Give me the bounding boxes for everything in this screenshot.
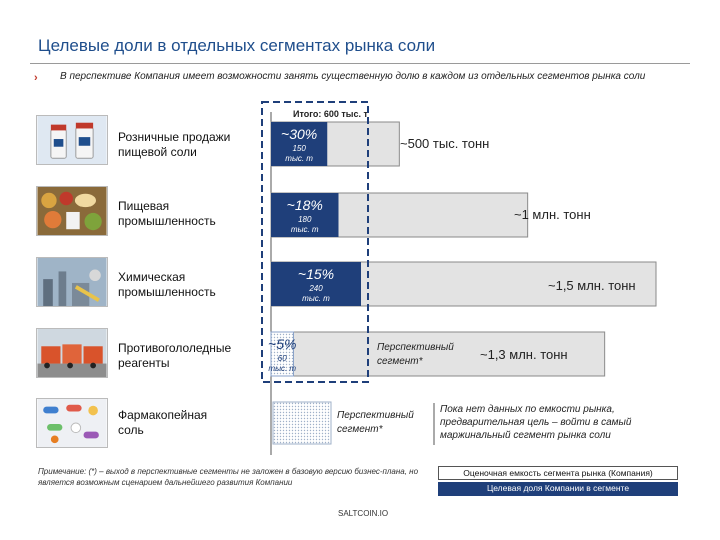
segment-label-line: промышленность [118, 285, 216, 299]
target-unit-label: тыс. т [302, 294, 330, 303]
total-label: Итого: 600 тыс. т [293, 109, 368, 119]
page-title: Целевые доли в отдельных сегментах рынка соли [38, 36, 436, 55]
target-unit-label: тыс. т [268, 364, 297, 373]
capacity-label: ~500 тыс. тонн [400, 136, 490, 151]
source-label: SALTCOIN.IO [338, 509, 389, 518]
prospective-label-line: Перспективный [377, 342, 454, 353]
target-value-label: 60 [277, 354, 287, 363]
prospective-label-line: сегмент* [377, 356, 423, 367]
footnote: Примечание: (*) – выход в перспективные сегменты не заложен в базовую версию бизнес-плана, но является возможным сценарием дальнейшего развития Компании [38, 467, 419, 487]
target-value-label: 240 [309, 284, 323, 293]
prospective-label-line: Перспективный [337, 410, 414, 421]
share-label: ~30% [281, 126, 318, 142]
segment-label-line: Химическая [118, 270, 186, 284]
target-value-label: 150 [292, 144, 306, 153]
pharma-note-line: предварительная цель – войти в самый [440, 417, 632, 428]
share-label: ~18% [286, 197, 323, 213]
target-unit-label: тыс. т [290, 225, 319, 234]
capacity-label: ~1,5 млн. тонн [548, 278, 636, 293]
segment-label-line: реагенты [118, 356, 170, 370]
segment-label-line: соль [118, 423, 144, 437]
pharma-note-line: маржинальный сегмент рынка соли [440, 430, 611, 441]
segment-label-line: промышленность [118, 214, 216, 228]
capacity-label: ~1,3 млн. тонн [480, 347, 568, 362]
segment-label-line: Фармакопейная [118, 408, 208, 422]
target-value-label: 180 [298, 215, 312, 224]
share-label: ~5% [268, 336, 297, 352]
capacity-label: ~1 млн. тонн [514, 207, 591, 222]
prospective-label-line: сегмент* [337, 424, 383, 435]
legend-target: Целевая доля Компании в сегменте [438, 482, 678, 496]
chevron-right-icon: › [34, 72, 38, 84]
pharma-note-line: Пока нет данных по емкости рынка, [440, 404, 615, 415]
segment-label-line: пищевой соли [118, 145, 197, 159]
legend-estimate: Оценочная емкость сегмента рынка (Компания) [438, 466, 678, 480]
subtitle: В перспективе Компания имеет возможности занять существенную долю в каждом из отдельных сегментов рынка соли [60, 71, 646, 82]
target-unit-label: тыс. т [285, 154, 313, 163]
segment-label-line: Розничные продажи [118, 130, 231, 144]
segment-label-line: Пищевая [118, 199, 170, 213]
pharma-placeholder-bar [273, 402, 331, 444]
share-label: ~15% [297, 266, 335, 282]
segment-label-line: Противогололедные [118, 341, 232, 355]
